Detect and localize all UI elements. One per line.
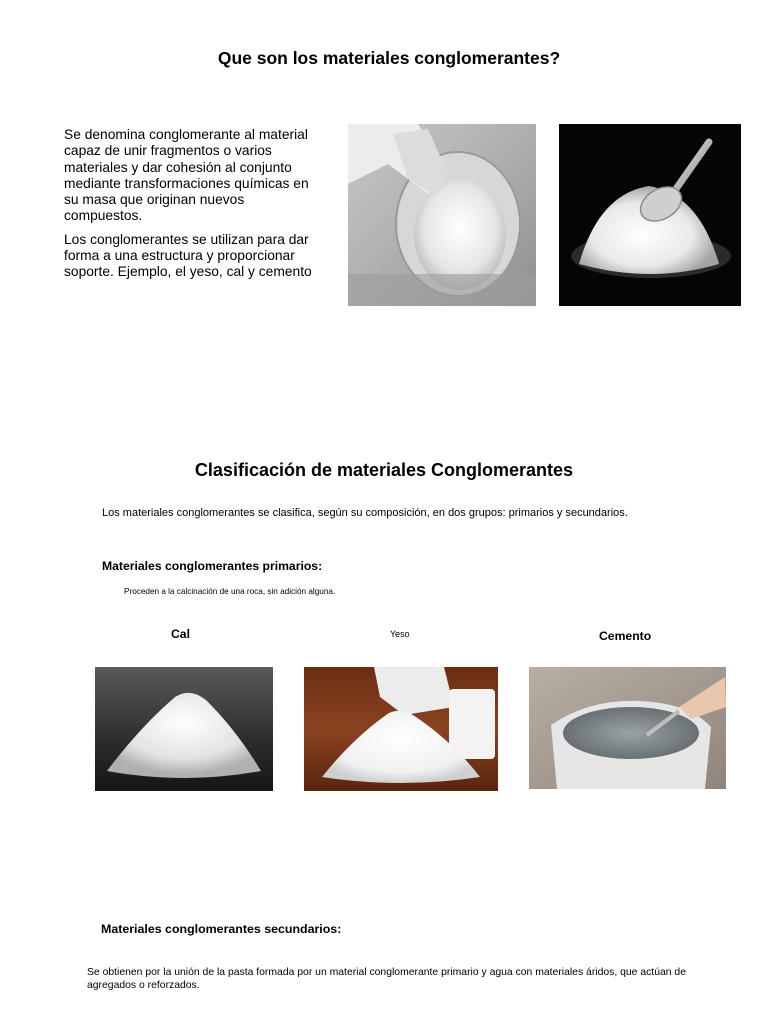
classification-description: Los materiales conglomerantes se clasifica, según su composición, en dos grupos: primarios y secundarios. <box>102 507 628 519</box>
page-title: Que son los materiales conglomerantes? <box>217 48 561 68</box>
secondary-heading: Materiales conglomerantes secundarios: <box>101 922 342 936</box>
label-cemento: Cemento <box>599 629 652 643</box>
lime-powder-pile-photo <box>95 667 273 791</box>
intro-paragraph-1: Se denomina conglomerante al material capaz de unir fragmentos o varios materiales y dar cohesión al conjunto mediante transformaciones químicas en su masa que originan nuevos compuestos. <box>64 127 309 224</box>
primary-heading: Materiales conglomerantes primarios: <box>102 559 323 573</box>
intro-paragraph-2: Los conglomerantes se utilizan para dar forma a una estructura y proporcionar soporte. Ejemplo, el yeso, cal y cemento <box>64 231 312 280</box>
gypsum-powder-pile-photo <box>304 667 498 791</box>
cement-bag-photo <box>529 667 726 789</box>
intro-text <box>64 127 324 288</box>
label-cal: Cal <box>171 627 190 641</box>
primary-note: Proceden a la calcinación de una roca, sin adición alguna. <box>124 587 336 596</box>
label-yeso: Yeso <box>390 629 410 639</box>
gloved-hand-scoop-photo <box>348 124 536 306</box>
white-powder-scoop-photo <box>559 124 741 306</box>
classification-title: Clasificación de materiales Conglomerantes <box>194 460 574 480</box>
secondary-text: Se obtienen por la unión de la pasta formada por un material conglomerante primario y agua con materiales áridos, que actúan de agregados o reforzados. <box>87 967 686 991</box>
